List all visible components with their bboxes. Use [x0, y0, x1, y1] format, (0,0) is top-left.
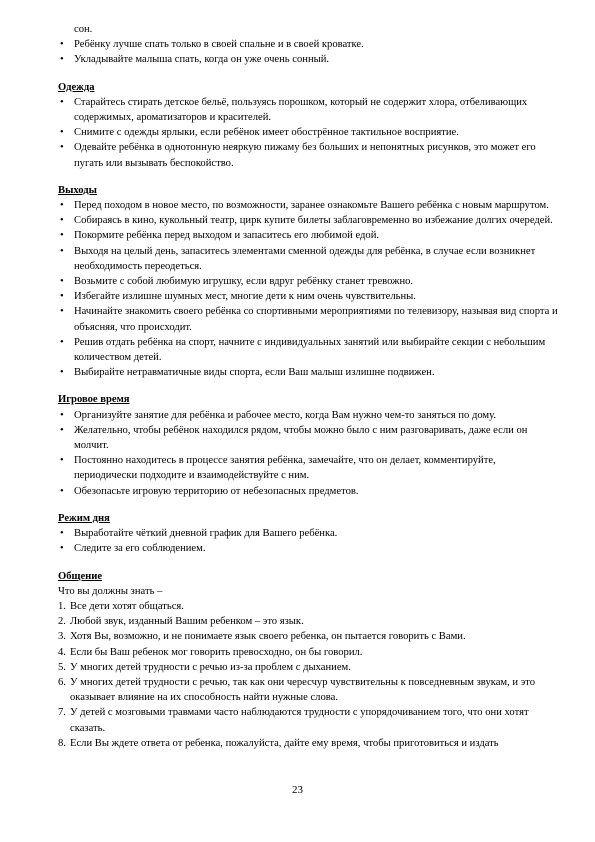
item-number: 8.: [58, 737, 66, 749]
numbered-item: [58, 645, 558, 660]
item-number: 5.: [58, 661, 66, 673]
list-item-text: Возьмите с собой любимую игрушку, если вдруг ребёнку станет тревожно.: [74, 276, 414, 288]
section-list: [58, 198, 558, 380]
bullet-icon: •: [60, 291, 64, 303]
list-item: [58, 526, 558, 541]
item-text: Если бы Ваш ребенок мог говорить превосходно, он бы говорил.: [70, 646, 363, 658]
bullet-icon: •: [60, 96, 64, 108]
list-item: [58, 335, 558, 365]
item-text: У многих детей трудности с речью, так как они чересчур чувствительны к повседневным звукам, и это оказывает влияние на их способность найти нужные слова.: [70, 676, 536, 704]
communication-list: [58, 599, 558, 751]
bullet-icon: •: [60, 142, 64, 154]
list-item-text: Избегайте излишне шумных мест, многие дети к ним очень чувствительны.: [74, 291, 416, 303]
list-item-text: Одевайте ребёнка в однотонную неяркую пижаму без больших и непонятных рисунков, это может его пугать или вызывать беспокойство.: [74, 142, 536, 169]
bullet-icon: •: [60, 54, 64, 66]
list-item-text: Обезопасьте игровую территорию от небезопасных предметов.: [74, 485, 359, 497]
numbered-item: [58, 599, 558, 614]
item-text: Все дети хотят общаться.: [70, 600, 184, 612]
list-item: [58, 52, 558, 67]
list-item: [58, 484, 558, 499]
numbered-item: [58, 660, 558, 675]
item-text: У многих детей трудности с речью из-за проблем с дыханием.: [70, 661, 351, 673]
bullet-icon: •: [60, 485, 64, 497]
list-item-text: Выработайте чёткий дневной график для Вашего ребёнка.: [74, 528, 338, 540]
bullet-icon: •: [60, 200, 64, 212]
list-item-text: Выходя на целый день, запаситесь элементами сменной одежды для ребёнка, в случае если возникнет необходимость переодеться.: [74, 245, 536, 272]
item-text: У детей с мозговыми травмами часто наблюдаются трудности с упорядочиванием того, что они хотят сказать.: [70, 707, 529, 734]
list-item: [58, 453, 558, 483]
numbered-item: [58, 629, 558, 644]
numbered-item: [58, 675, 558, 705]
bullet-icon: •: [60, 306, 64, 318]
numbered-item: [58, 736, 558, 751]
item-number: 2.: [58, 616, 66, 628]
section-title: Выходы: [58, 184, 97, 196]
list-item-text: Выбирайте нетравматичные виды спорта, если Ваш малыш излишне подвижен.: [74, 367, 435, 379]
continuation-text: сон.: [74, 24, 93, 35]
list-item-text: Организуйте занятие для ребёнка и рабочее место, когда Вам нужно чем-то заняться по дому.: [74, 409, 497, 421]
section-title: Игровое время: [58, 394, 130, 406]
list-item: [58, 244, 558, 274]
list-item: [58, 125, 558, 140]
bullet-icon: •: [60, 409, 64, 421]
item-text: Если Вы ждете ответа от ребенка, пожалуйста, дайте ему время, чтобы приготовиться и издать: [70, 737, 499, 749]
section-title: Одежда: [58, 81, 95, 93]
list-item: [58, 140, 558, 170]
list-item: [58, 274, 558, 289]
list-item: [58, 228, 558, 243]
item-text: Любой звук, изданный Вашим ребенком – это язык.: [70, 616, 304, 628]
section-title: Режим дня: [58, 512, 110, 524]
list-item-text: Собираясь в кино, кукольный театр, цирк купите билеты заблаговременно во избежание долгих очередей.: [74, 215, 553, 227]
numbered-item: [58, 705, 558, 735]
list-item-text: Постоянно находитесь в процессе занятия ребёнка, замечайте, что он делает, комментируйте, периодически подходите и взаимодействуйте с ним.: [74, 455, 496, 482]
bullet-icon: •: [60, 424, 64, 436]
bullet-icon: •: [60, 336, 64, 348]
page-number: 23: [292, 784, 303, 796]
section-list: [58, 526, 558, 556]
list-item: [58, 304, 558, 334]
list-item-text: Ребёнку лучше спать только в своей спальне и в своей кроватке.: [74, 39, 364, 51]
list-item: [58, 95, 558, 125]
list-item-text: Начинайте знакомить своего ребёнка со спортивными мероприятиями по телевизору, называя вид спорта и объясняя, что происходит.: [74, 306, 558, 333]
bullet-icon: •: [60, 455, 64, 467]
page-content: [58, 22, 558, 751]
list-item: [58, 198, 558, 213]
list-item: [58, 541, 558, 556]
list-item-text: Желательно, чтобы ребёнок находился рядом, чтобы можно было с ним разговаривать, даже если он молчит.: [74, 424, 528, 452]
list-item-text: Решив отдать ребёнка на спорт, начните с индивидуальных занятий или выбирайте секции с небольшим количеством детей.: [74, 336, 546, 364]
communication-lead: Что вы должны знать –: [58, 585, 163, 597]
bullet-icon: •: [60, 39, 64, 51]
list-item-text: Снимите с одежды ярлыки, если ребёнок имеет обострённое тактильное восприятие.: [74, 127, 459, 139]
item-number: 3.: [58, 631, 66, 643]
section-title-communication: Общение: [58, 570, 103, 582]
item-text: Хотя Вы, возможно, и не понимаете язык своего ребенка, он пытается говорить с Вами.: [70, 631, 466, 643]
list-item: [58, 213, 558, 228]
bullet-icon: •: [60, 215, 64, 227]
list-item-text: Следите за его соблюдением.: [74, 543, 206, 555]
intro-list: [58, 37, 558, 67]
list-item-text: Укладывайте малыша спать, когда он уже очень сонный.: [74, 54, 330, 66]
list-item: [58, 365, 558, 380]
item-number: 1.: [58, 600, 66, 612]
sections-container: [58, 80, 558, 557]
bullet-icon: •: [60, 276, 64, 288]
item-number: 7.: [58, 707, 66, 719]
list-item: [58, 289, 558, 304]
bullet-icon: •: [60, 543, 64, 555]
item-number: 4.: [58, 646, 66, 658]
list-item: [58, 423, 558, 453]
list-item-text: Старайтесь стирать детское бельё, пользуясь порошком, который не содержит хлора, отбеливающих содержимых, ароматизаторов и красителей.: [74, 96, 528, 124]
numbered-item: [58, 614, 558, 629]
section-list: [58, 95, 558, 171]
section-list: [58, 408, 558, 499]
bullet-icon: •: [60, 367, 64, 379]
bullet-icon: •: [60, 528, 64, 540]
bullet-icon: •: [60, 230, 64, 242]
list-item: [58, 37, 558, 52]
list-item-text: Покормите ребёнка перед выходом и запаситесь его любимой едой.: [74, 230, 380, 242]
bullet-icon: •: [60, 245, 64, 257]
list-item-text: Перед походом в новое место, по возможности, заранее ознакомьте Вашего ребёнка с новым маршрутом.: [74, 200, 549, 212]
item-number: 6.: [58, 676, 66, 688]
list-item: [58, 408, 558, 423]
bullet-icon: •: [60, 127, 64, 139]
